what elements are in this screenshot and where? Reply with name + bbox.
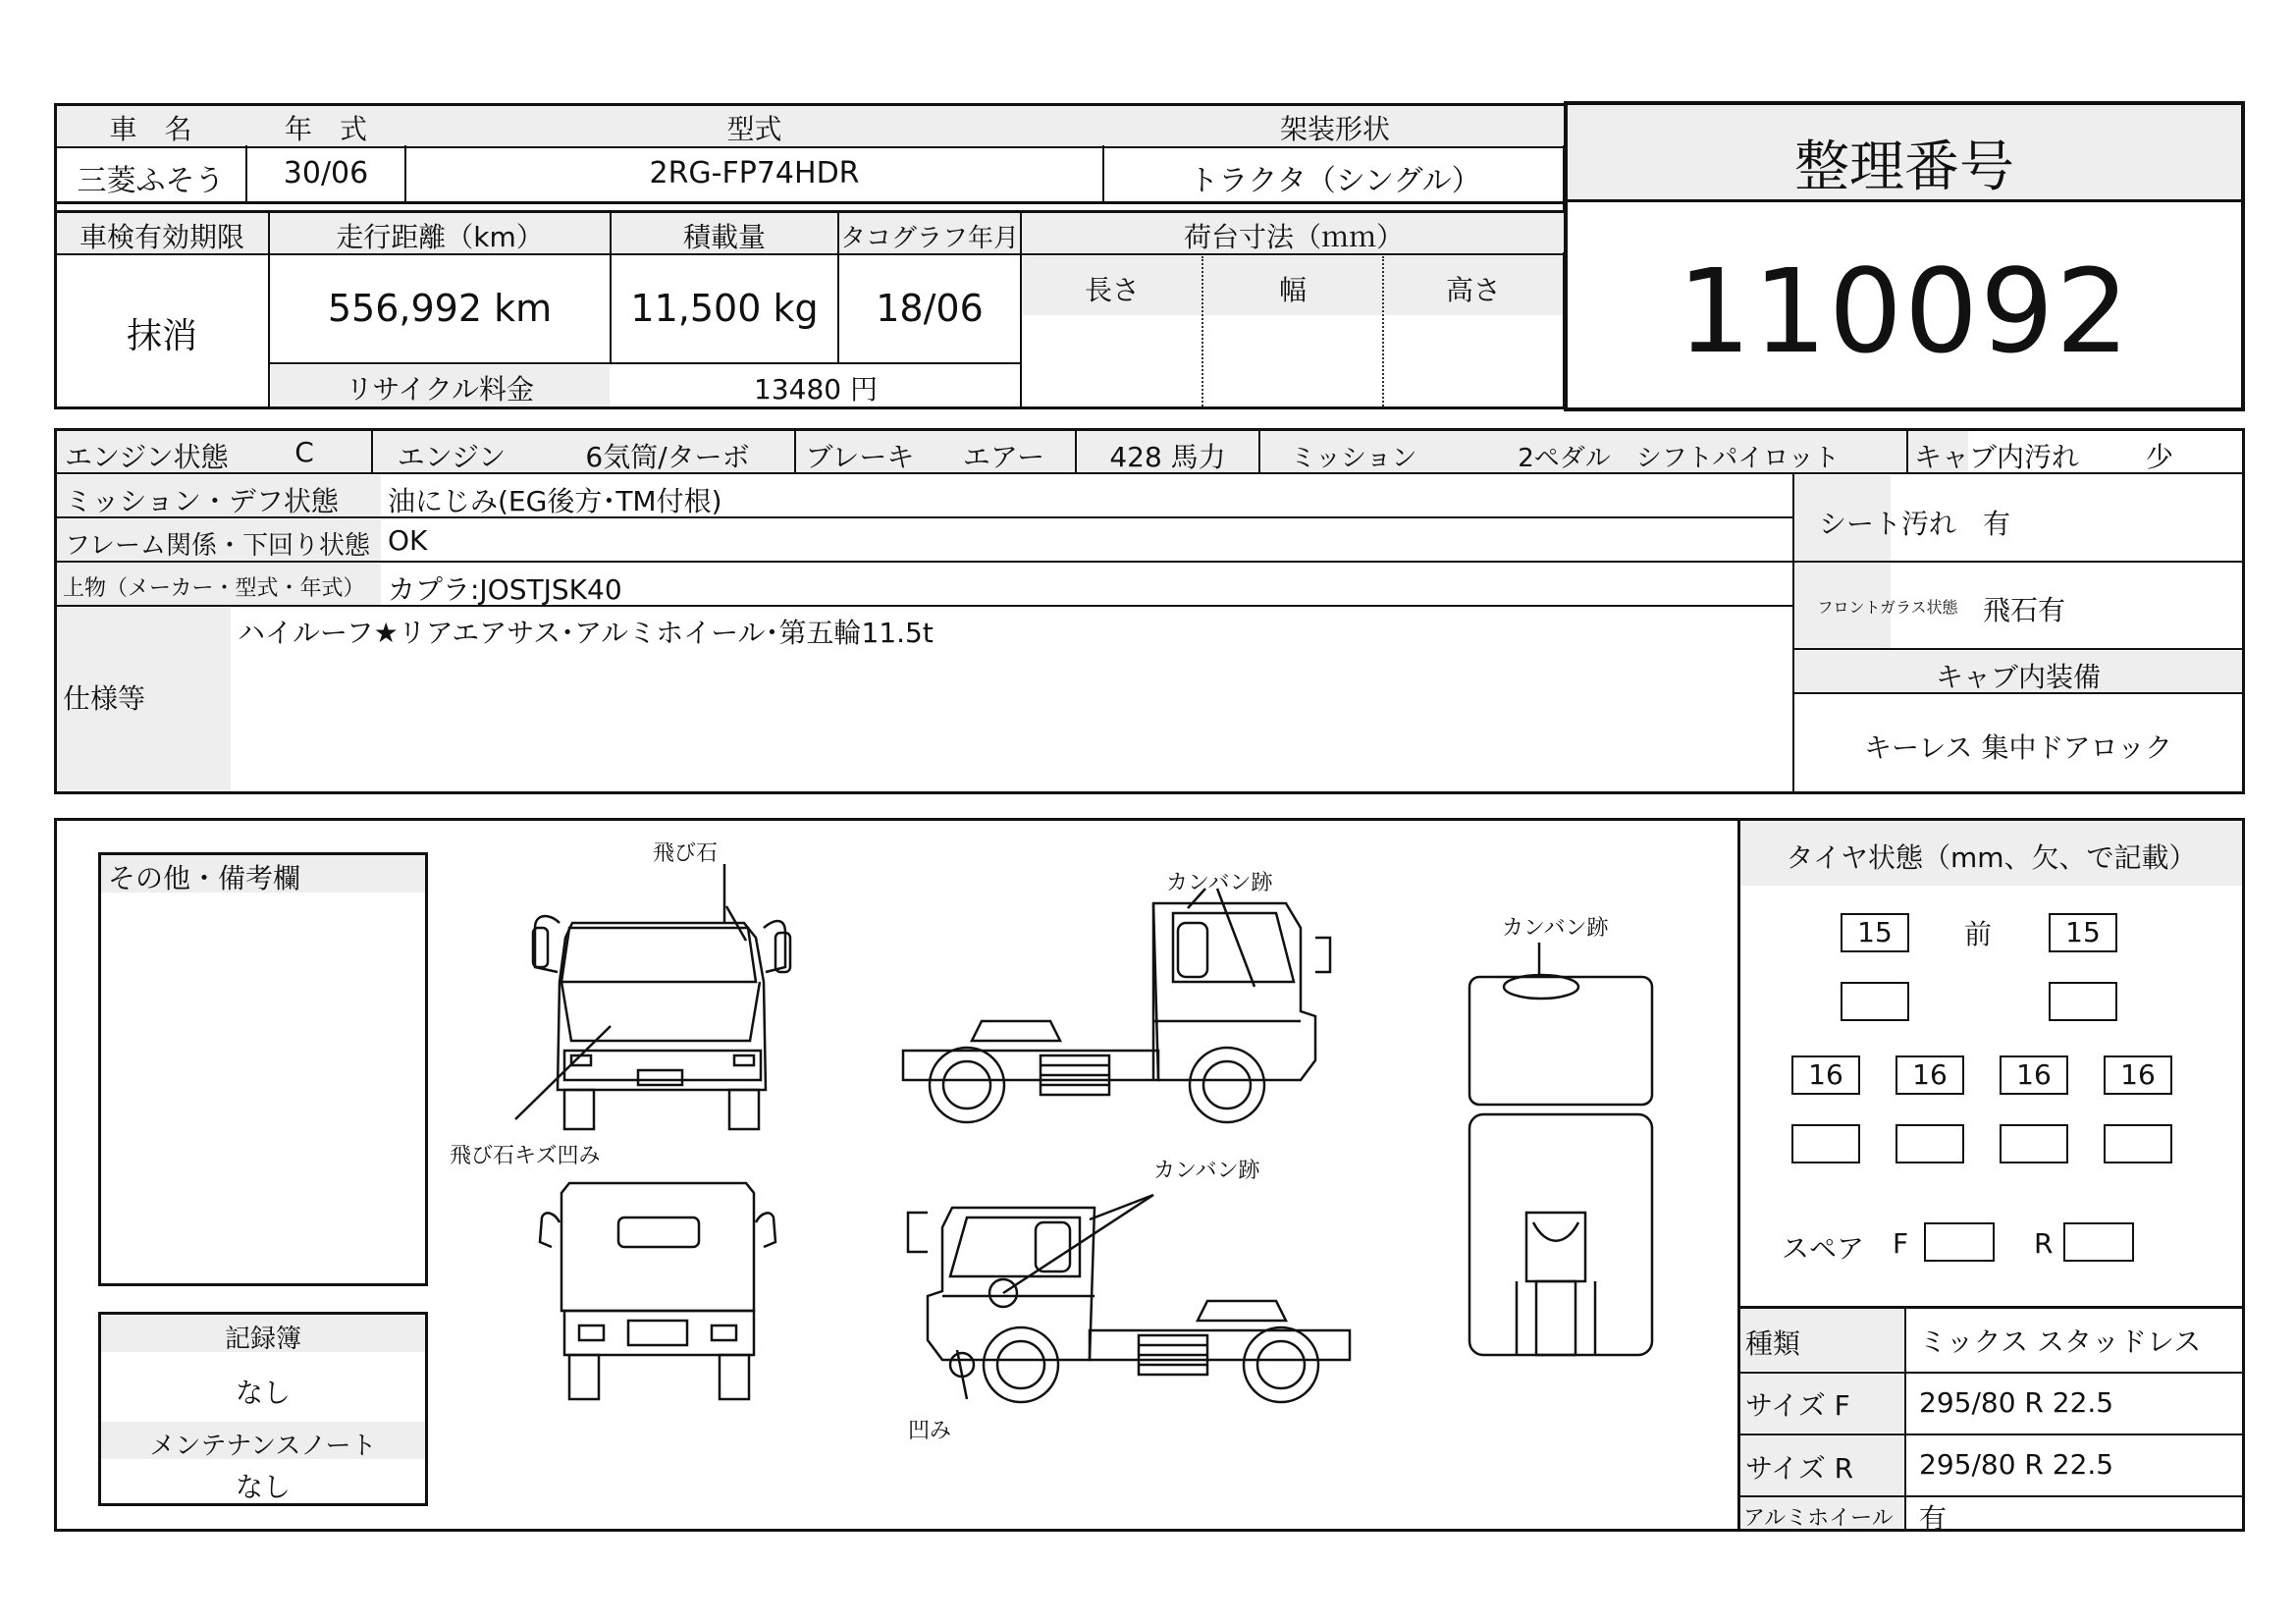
frame-label: フレーム関係・下回り状態 — [65, 531, 370, 561]
size-r: 295/80 R 22.5 — [1919, 1448, 2114, 1481]
cab-equip: キーレス 集中ドアロック — [1863, 731, 2173, 764]
upper: カプラ:JOSTJSK40 — [388, 573, 622, 606]
mission: 2ペダル シフトパイロット — [1518, 444, 1840, 473]
truck-top-view — [1469, 943, 1652, 1355]
tacho-value: 18/06 — [876, 287, 984, 330]
brake-label: ブレーキ — [805, 441, 915, 473]
ref-number: 110092 — [1677, 243, 2132, 379]
mission-def-label: ミッション・デフ状態 — [65, 485, 339, 517]
remarks-label: その他・備考欄 — [108, 862, 301, 894]
truck-rear-view — [540, 1183, 775, 1399]
tire-rear-4[interactable]: 16 — [2104, 1055, 2172, 1095]
tire-rear-1[interactable]: 16 — [1791, 1055, 1860, 1095]
label-stone-chip: 飛び石 — [653, 841, 719, 866]
tire-rear-2[interactable]: 16 — [1896, 1055, 1964, 1095]
tire-rear-inner-1[interactable] — [1791, 1124, 1860, 1163]
seat-dirt: 有 — [1983, 508, 2011, 540]
size-f-label: サイズ F — [1745, 1389, 1850, 1422]
maint-label: メンテナンスノート — [149, 1432, 377, 1461]
length-label: 長さ — [1084, 274, 1140, 306]
spec: ハイルーフ★リアエアサス･アルミホイール･第五輪11.5t — [238, 617, 934, 649]
record-label: 記録簿 — [224, 1325, 301, 1354]
car-name-label: 車 名 — [109, 113, 192, 145]
seat-dirt-label: シート汚れ — [1818, 508, 1956, 540]
spare-r-box[interactable] — [2063, 1222, 2134, 1262]
tire-rear-3[interactable]: 16 — [2000, 1055, 2068, 1095]
engine-label: エンジン — [397, 441, 507, 473]
size-r-label: サイズ R — [1745, 1452, 1854, 1485]
expiry-value: 抹消 — [126, 316, 197, 356]
width-label: 幅 — [1278, 274, 1307, 306]
cab-dirt: 少 — [2145, 441, 2173, 473]
record-value: なし — [235, 1377, 291, 1409]
upper-label: 上物（メーカー・型式・年式） — [63, 576, 365, 601]
recycle-label: リサイクル料金 — [345, 373, 535, 406]
model-label: 型式 — [726, 113, 782, 145]
tire-front-right[interactable]: 15 — [2049, 913, 2117, 952]
label-stone-dent: 飛び石キズ凹み — [450, 1144, 601, 1168]
truck-side-view-left — [908, 1195, 1350, 1402]
brake: エアー — [962, 441, 1045, 473]
tire-rear-inner-3[interactable] — [2000, 1124, 2068, 1163]
car-name: 三菱ふそう — [77, 164, 225, 198]
windshield: 飛石有 — [1983, 594, 2066, 626]
tire-type-label: 種類 — [1745, 1327, 1801, 1360]
mission-def: 油にじみ(EG後方･TM付根) — [388, 485, 722, 517]
tire-type: ミックス スタッドレス — [1919, 1325, 2202, 1358]
spare-label: スペア — [1782, 1232, 1865, 1265]
capacity-label: 積載量 — [682, 221, 766, 253]
label-dent: 凹み — [908, 1419, 952, 1443]
engine-cond-label: エンジン状態 — [65, 441, 229, 473]
spare-r-label: R — [2034, 1227, 2054, 1260]
spec-label: 仕様等 — [63, 682, 146, 715]
model: 2RG-FP74HDR — [649, 156, 860, 190]
truck-front-view — [533, 906, 790, 1129]
height-label: 高さ — [1445, 274, 1501, 306]
label-sign-mark-2: カンバン跡 — [1153, 1159, 1260, 1183]
year-label: 年 式 — [284, 113, 367, 145]
tacho-label: タコグラフ年月 — [839, 224, 1019, 253]
year: 30/06 — [283, 156, 369, 190]
tire-title: タイヤ状態（mm、欠、で記載） — [1786, 841, 2197, 874]
tire-rear-inner-2[interactable] — [1896, 1124, 1964, 1163]
body-type: トラクタ（シングル） — [1189, 164, 1481, 198]
cab-dirt-label: キャブ内汚れ — [1914, 441, 2080, 473]
front-label: 前 — [1963, 918, 1992, 950]
alu: 有 — [1919, 1502, 1948, 1535]
frame: OK — [388, 524, 428, 557]
horsepower: 428 馬力 — [1109, 441, 1226, 473]
truck-side-view-right — [903, 889, 1330, 1122]
body-type-label: 架装形状 — [1279, 113, 1390, 145]
engine-cond: C — [294, 436, 314, 468]
ref-number-label: 整理番号 — [1794, 135, 2014, 199]
cab-equip-label: キャブ内装備 — [1935, 661, 2101, 693]
tire-front-left-inner[interactable] — [1841, 982, 1909, 1021]
windshield-label: フロントガラス状態 — [1817, 598, 1958, 617]
size-f: 295/80 R 22.5 — [1919, 1386, 2114, 1419]
mission-label: ミッション — [1290, 444, 1417, 473]
label-sign-mark-1: カンバン跡 — [1166, 871, 1273, 895]
capacity-value: 11,500 kg — [630, 287, 819, 330]
maint-value: なし — [235, 1471, 291, 1503]
spare-f-label: F — [1893, 1227, 1909, 1260]
expiry-label: 車検有効期限 — [79, 221, 244, 253]
tire-front-left[interactable]: 15 — [1841, 913, 1909, 952]
bed-size-label: 荷台寸法（ｍｍ） — [1183, 221, 1404, 253]
mileage-label: 走行距離（km） — [336, 221, 544, 253]
alu-label: アルミホイール — [1743, 1506, 1894, 1531]
engine: 6気筒/ターボ — [585, 441, 750, 473]
tire-rear-inner-4[interactable] — [2104, 1124, 2172, 1163]
label-sign-mark-roof: カンバン跡 — [1502, 916, 1609, 941]
tire-front-right-inner[interactable] — [2049, 982, 2117, 1021]
spare-f-box[interactable] — [1924, 1222, 1995, 1262]
mileage-value: 556,992 km — [327, 287, 553, 330]
recycle-value: 13480 円 — [754, 373, 878, 406]
